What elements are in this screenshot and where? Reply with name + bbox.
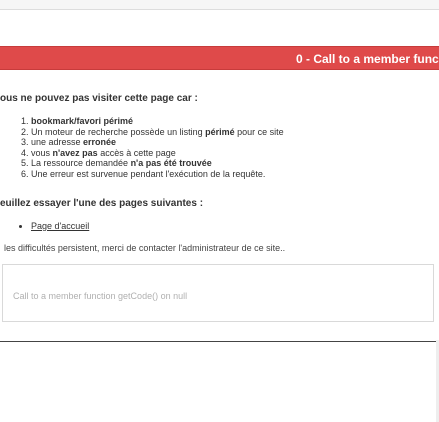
reason-6-text: Une erreur est survenue pendant l'exécution de la requête. bbox=[31, 168, 266, 179]
reason-2-part-2: périmé bbox=[205, 126, 235, 137]
bottom-rule bbox=[0, 341, 439, 342]
reason-3-part-1: une adresse bbox=[31, 137, 84, 147]
suggestion-item bbox=[31, 220, 89, 232]
reasons-list bbox=[0, 116, 284, 179]
reason-item bbox=[31, 158, 284, 169]
error-detail-message: Call to a member function getCode() on null bbox=[13, 291, 188, 301]
error-detail-box bbox=[2, 264, 434, 322]
suggestions-list bbox=[0, 220, 89, 232]
reason-item bbox=[31, 127, 284, 138]
contact-note: les difficultés persistent, merci de contacter l'administrateur de ce site.. bbox=[4, 243, 286, 253]
reason-item bbox=[31, 148, 284, 159]
reason-item bbox=[31, 116, 284, 127]
reason-item bbox=[31, 137, 284, 148]
reason-3-part-2: erronée bbox=[83, 137, 117, 147]
home-page-link[interactable]: Page d'accueil bbox=[31, 221, 90, 231]
reason-5-part-2: n'a pas été trouvée bbox=[130, 158, 212, 168]
reason-item bbox=[31, 169, 284, 180]
reason-2-part-1: Un moteur de recherche possède un listing bbox=[31, 126, 206, 137]
error-banner bbox=[0, 46, 439, 70]
error-title: 0 - Call to a member func bbox=[296, 52, 439, 66]
suggestions-heading: euillez essayer l'une des pages suivantes : bbox=[0, 198, 204, 209]
reason-4-part-2: n'avez pas bbox=[52, 147, 98, 158]
top-rule bbox=[0, 0, 439, 10]
reason-2-part-3: pour ce site bbox=[234, 126, 284, 137]
reason-4-part-1: vous bbox=[31, 147, 53, 158]
reason-4-part-3: accès à cette page bbox=[97, 147, 176, 158]
reasons-heading: ous ne pouvez pas visiter cette page car : bbox=[0, 93, 198, 104]
reason-1-text: bookmark/favori périmé bbox=[31, 116, 134, 126]
reason-5-part-1: La ressource demandée bbox=[31, 158, 131, 168]
